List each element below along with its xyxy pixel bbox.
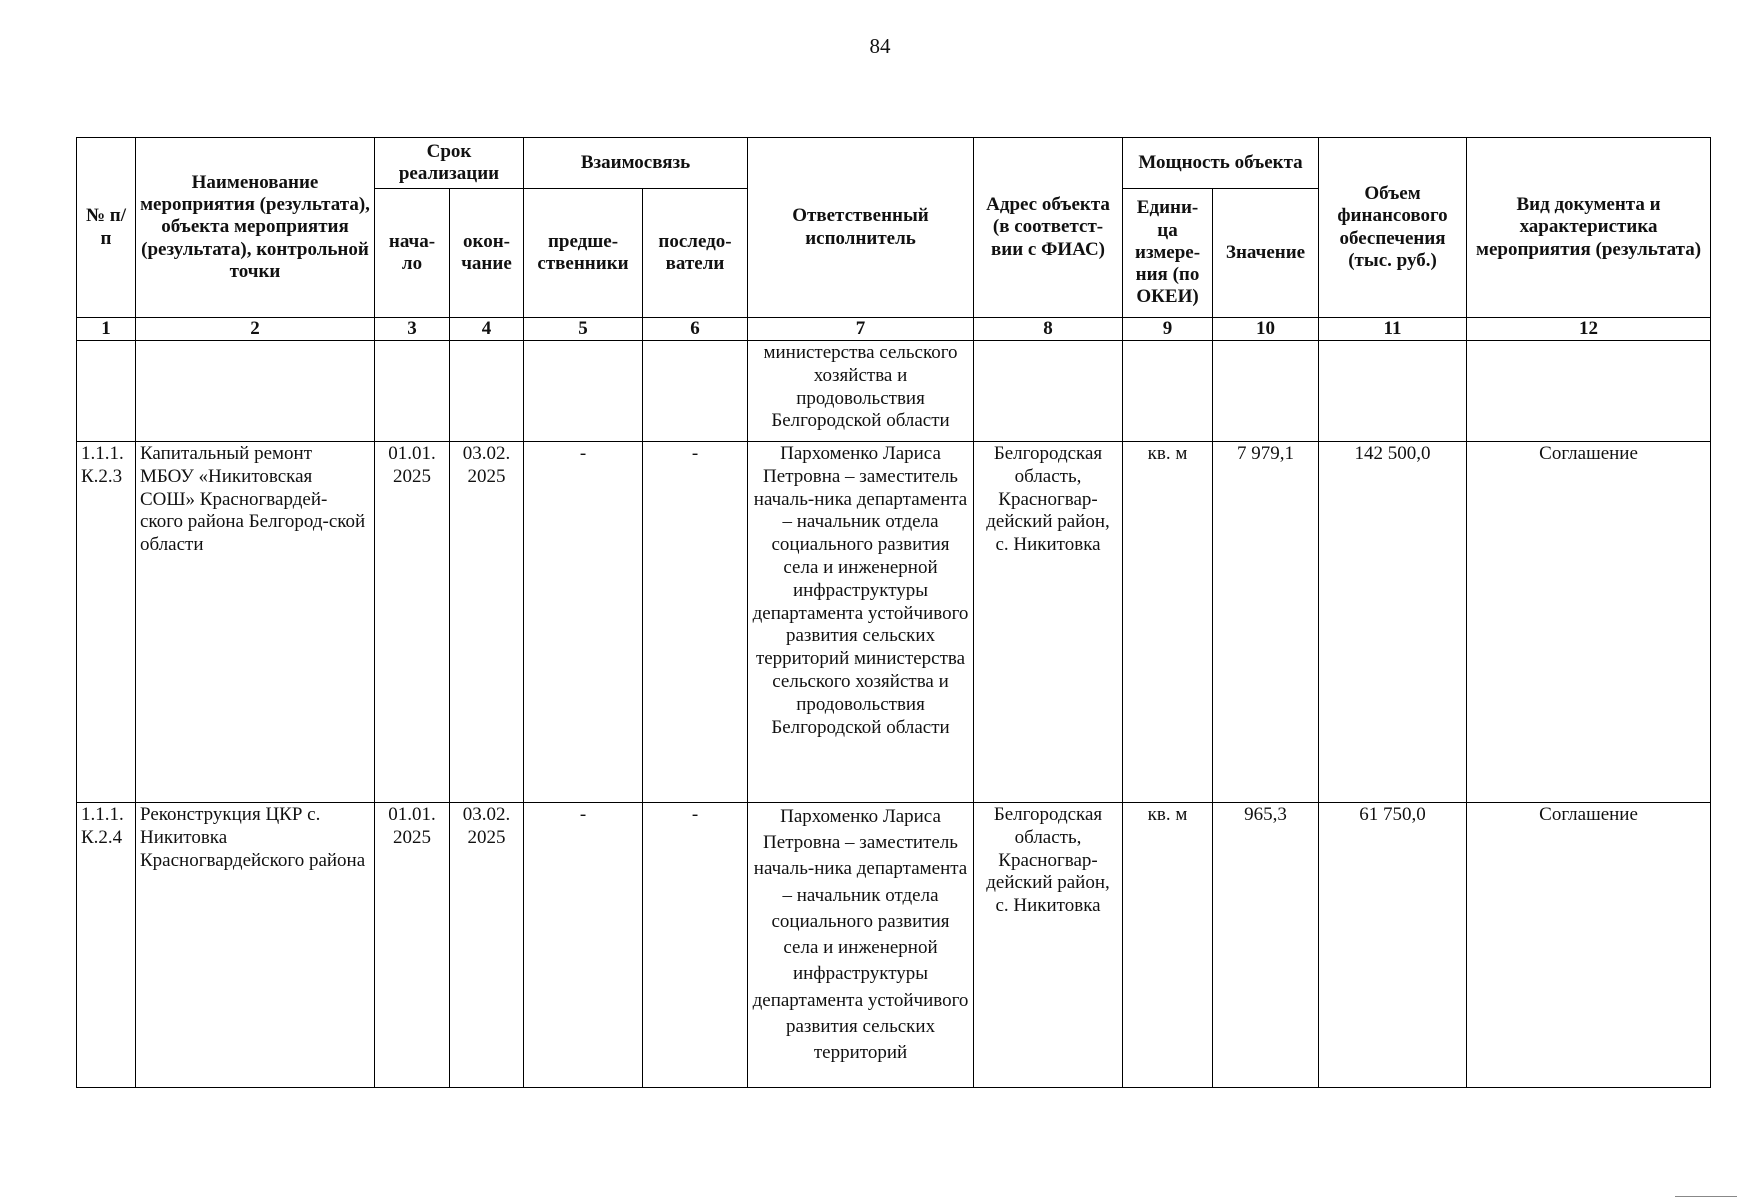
cell-successors: - — [643, 803, 748, 1088]
header-capacity: Мощность объекта — [1123, 138, 1319, 189]
cell-name: Капитальный ремонт МБОУ «Никитовская СОШ» Красногвардей-ского района Белгород-ской области — [136, 442, 375, 803]
column-numbers-row — [77, 318, 1711, 341]
cell-executor: Пархоменко Лариса Петровна – заместитель началь-ника департамента – начальник отдела социального развития села и инженерной инфраструктуры департамента устойчивого развития сельских территорий — [748, 803, 974, 1088]
header-unit: Едини-ца измере-ния (по ОКЕИ) — [1123, 189, 1213, 318]
cell-successors: - — [643, 442, 748, 803]
column-number: 7 — [748, 318, 974, 341]
header-executor: Ответственный исполнитель — [748, 138, 974, 318]
cell-address: Белгородская область, Красногвар-дейский район, с. Никитовка — [974, 442, 1123, 803]
page-number: 84 — [869, 34, 891, 58]
column-number: 2 — [136, 318, 375, 341]
cell-value: 965,3 — [1213, 803, 1319, 1088]
header-predecessors: предше-ственники — [524, 189, 643, 318]
header-name: Наименование мероприятия (результата), объекта мероприятия (результата), контрольной точки — [136, 138, 375, 318]
cell-doc-type: Соглашение — [1467, 803, 1711, 1088]
cell-value: 7 979,1 — [1213, 442, 1319, 803]
cell-unit: кв. м — [1123, 803, 1213, 1088]
column-number: 11 — [1319, 318, 1467, 341]
header-no: № п/п — [77, 138, 136, 318]
cell-name — [136, 341, 375, 442]
header-funding: Объем финансового обеспечения (тыс. руб.) — [1319, 138, 1467, 318]
cell-unit — [1123, 341, 1213, 442]
cell-doc-type — [1467, 341, 1711, 442]
cell-executor: Пархоменко Лариса Петровна – заместитель началь-ника департамента – начальник отдела социального развития села и инженерной инфраструктуры департамента устойчивого развития сельских территорий министерства сельского хозяйства и продовольствия Белгородской области — [748, 442, 974, 803]
footer-line — [1675, 1196, 1737, 1197]
cell-value — [1213, 341, 1319, 442]
cell-start — [375, 341, 450, 442]
cell-start: 01.01. 2025 — [375, 803, 450, 1088]
cell-no: 1.1.1. К.2.4 — [77, 803, 136, 1088]
cell-name: Реконструкция ЦКР с. Никитовка Красногвардейского района — [136, 803, 375, 1088]
header-address: Адрес объекта (в соответст-вии с ФИАС) — [974, 138, 1123, 318]
column-number: 6 — [643, 318, 748, 341]
column-number: 5 — [524, 318, 643, 341]
column-number: 1 — [77, 318, 136, 341]
column-number: 4 — [450, 318, 524, 341]
header-value: Значение — [1213, 189, 1319, 318]
column-number: 8 — [974, 318, 1123, 341]
header-link: Взаимосвязь — [524, 138, 748, 189]
column-number: 12 — [1467, 318, 1711, 341]
cell-address: Белгородская область, Красногвар-дейский район, с. Никитовка — [974, 803, 1123, 1088]
cell-end — [450, 341, 524, 442]
column-number: 9 — [1123, 318, 1213, 341]
cell-predecessors — [524, 341, 643, 442]
cell-start: 01.01. 2025 — [375, 442, 450, 803]
cell-funding — [1319, 341, 1467, 442]
table-row — [77, 442, 1711, 803]
header-term-end: окон-чание — [450, 189, 524, 318]
table-row — [77, 341, 1711, 442]
cell-doc-type: Соглашение — [1467, 442, 1711, 803]
table-row — [77, 803, 1711, 1088]
cell-no — [77, 341, 136, 442]
cell-end: 03.02. 2025 — [450, 442, 524, 803]
activities-table — [76, 137, 1711, 1088]
cell-predecessors: - — [524, 803, 643, 1088]
cell-predecessors: - — [524, 442, 643, 803]
cell-funding: 142 500,0 — [1319, 442, 1467, 803]
header-term-start: нача-ло — [375, 189, 450, 318]
cell-no: 1.1.1. К.2.3 — [77, 442, 136, 803]
cell-unit: кв. м — [1123, 442, 1213, 803]
cell-address — [974, 341, 1123, 442]
header-doc-type: Вид документа и характеристика мероприятия (результата) — [1467, 138, 1711, 318]
header-successors: последо-ватели — [643, 189, 748, 318]
cell-executor: министерства сельского хозяйства и продовольствия Белгородской области — [748, 341, 974, 442]
column-number: 10 — [1213, 318, 1319, 341]
column-number: 3 — [375, 318, 450, 341]
cell-funding: 61 750,0 — [1319, 803, 1467, 1088]
cell-successors — [643, 341, 748, 442]
cell-end: 03.02. 2025 — [450, 803, 524, 1088]
header-term: Срок реализации — [375, 138, 524, 189]
